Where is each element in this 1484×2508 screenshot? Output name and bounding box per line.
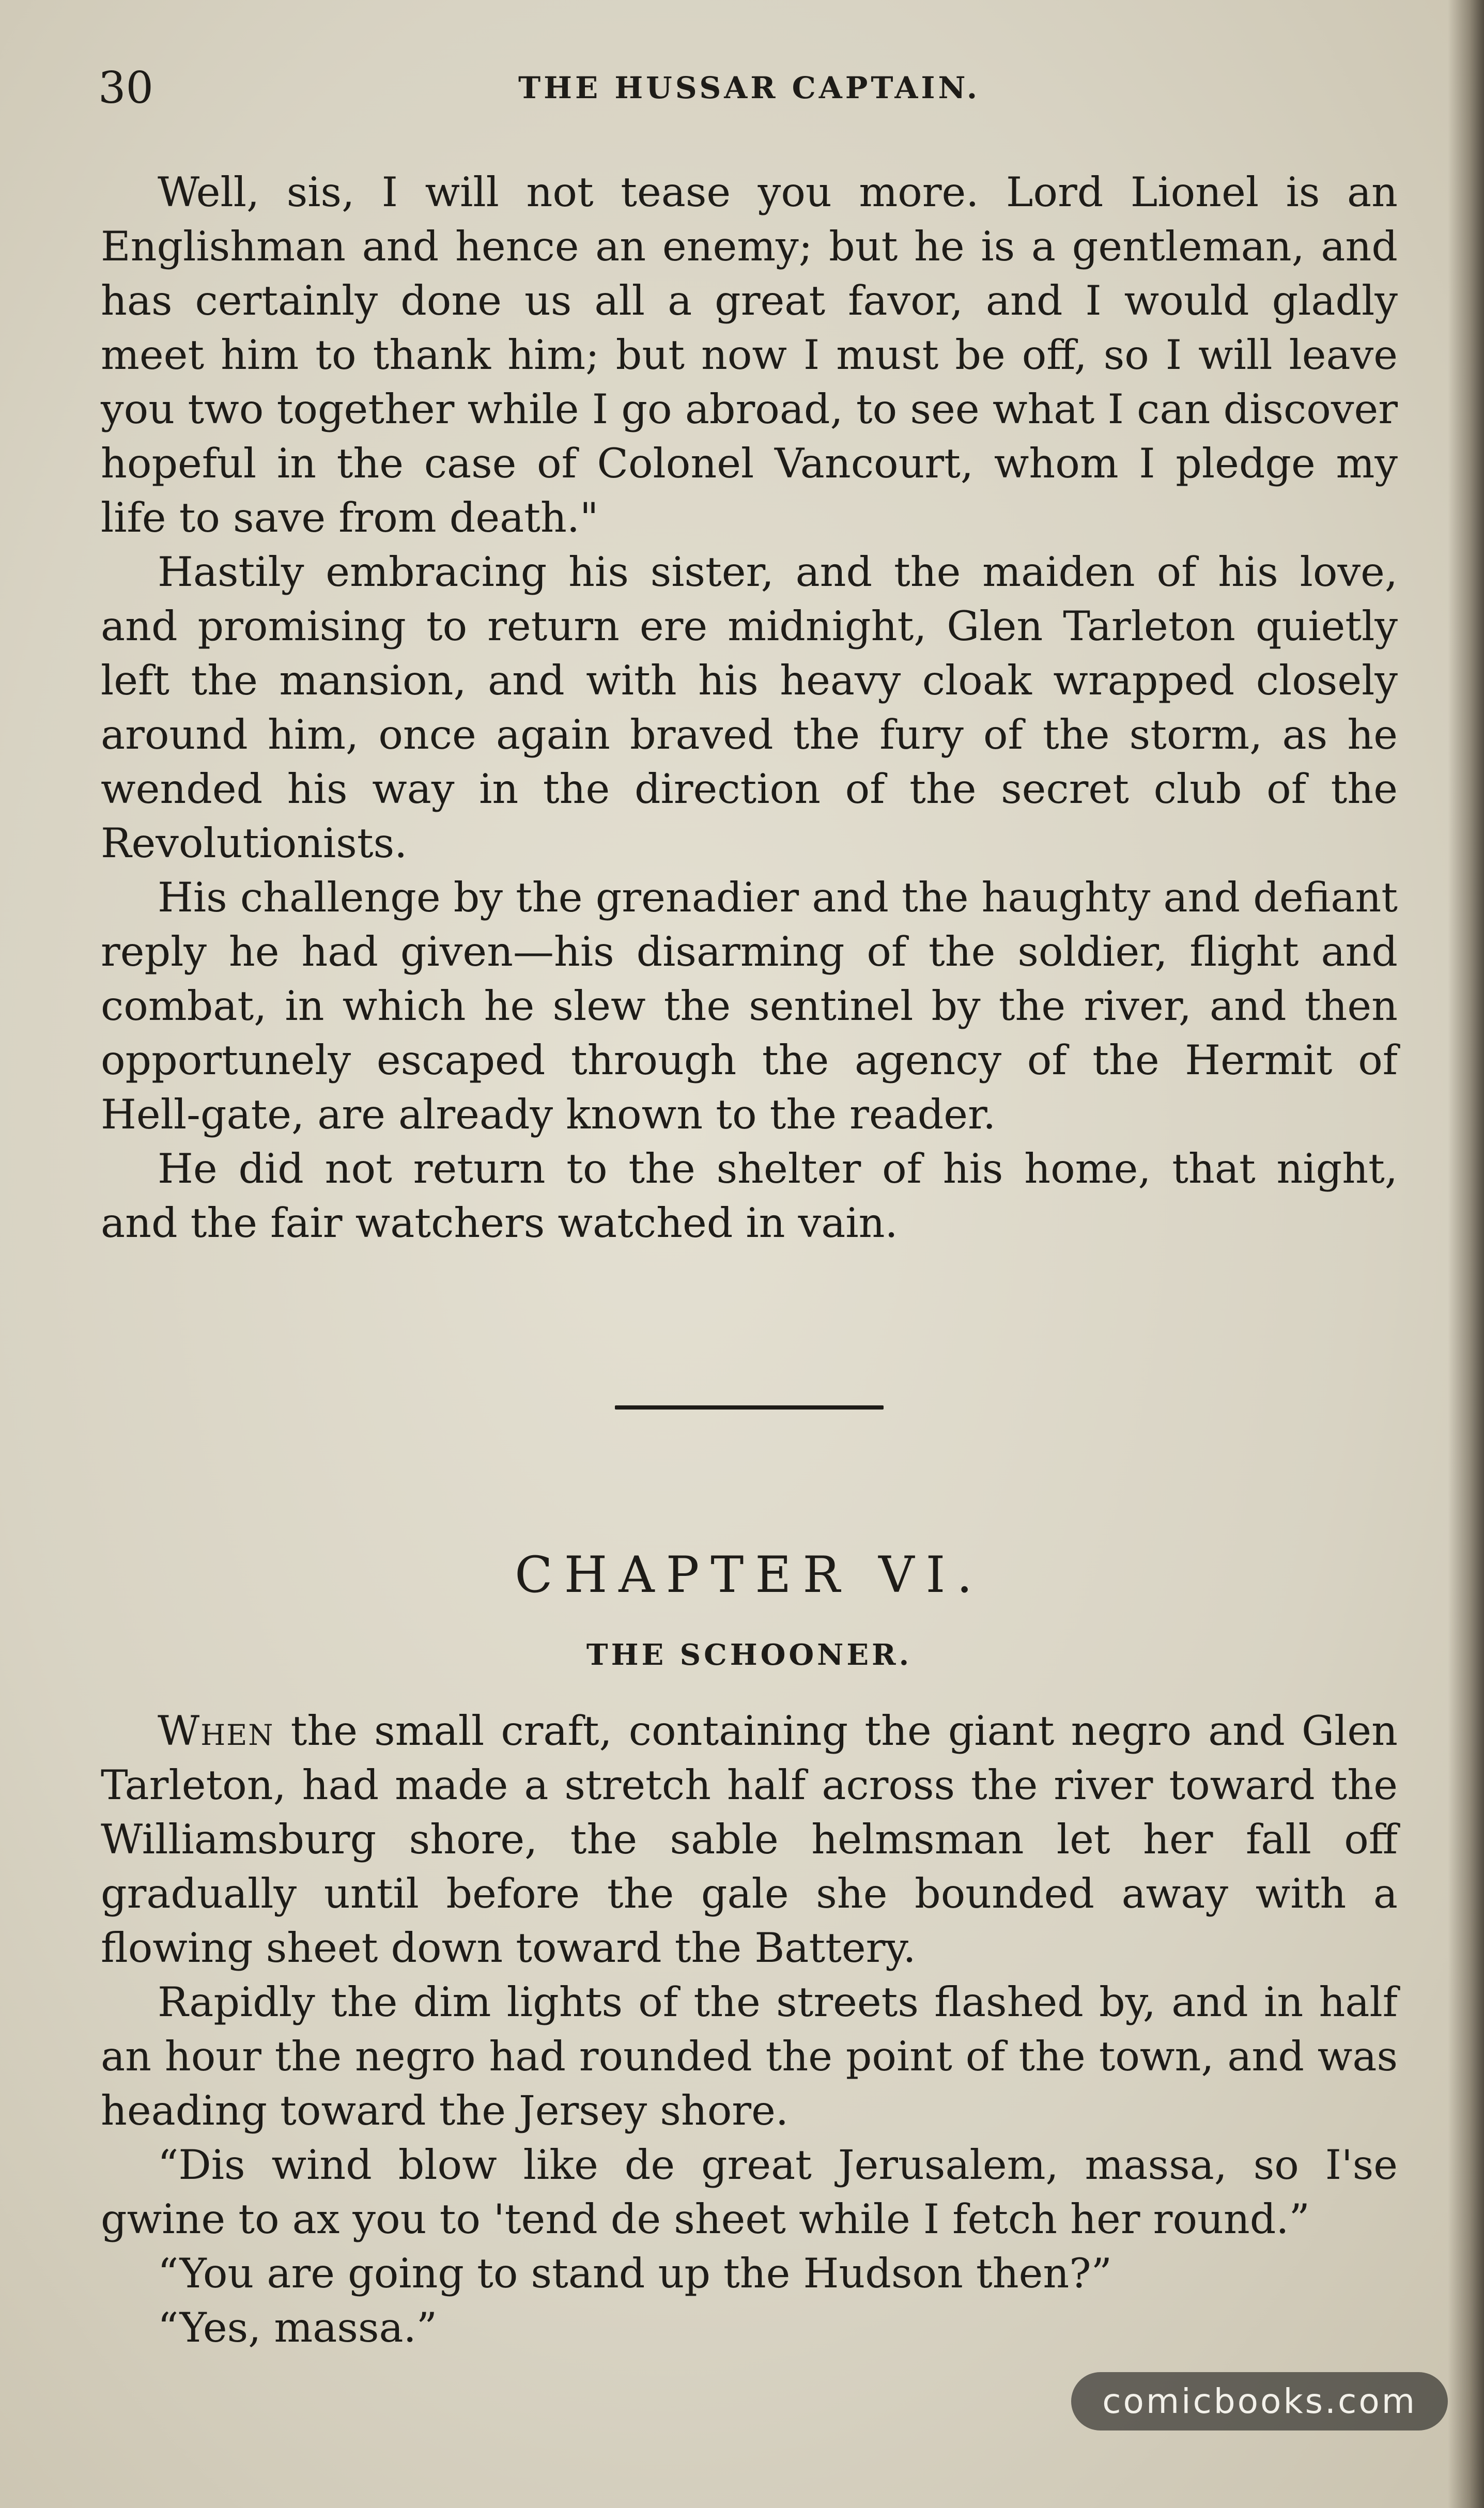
paragraph: Hastily embracing his sister, and the maiden of his love, and promising to return ere midnight, Glen Tarleton quietly left the mansion, and with his heavy cloak wrapped closely around him, once again braved the fury of the storm, as he wended his way in the direction of the secret club of the Revolutionists. <box>101 548 1398 867</box>
chapter-title: CHAPTER VI. <box>515 1546 984 1604</box>
chapter-subtitle: THE SCHOONER. <box>586 1638 913 1672</box>
running-head: THE HUSSAR CAPTAIN. <box>518 70 981 105</box>
site-watermark: comicbooks.com <box>1071 2372 1448 2430</box>
dialogue-paragraph: “You are going to stand up the Hudson then?” <box>158 2250 1112 2297</box>
section-divider <box>615 1405 884 1410</box>
chapter-first-paragraph-text: the small craft, containing the giant negro and Glen Tarleton, had made a stretch half across the river toward the Williamsburg shore, the sable helmsman let her fall off gradually until before the gale she bounded away with a flowing sheet down toward the Battery. <box>101 1707 1398 1972</box>
page-number: 30 <box>98 63 153 113</box>
paragraph: His challenge by the grenadier and the haughty and defiant reply he had given—his disarming of the soldier, flight and combat, in which he slew the sentinel by the river, and then opportunely escaped through the agency of the Hermit of Hell-gate, are already known to the reader. <box>101 874 1398 1138</box>
page-binding-edge <box>1448 0 1484 2508</box>
paragraph: Rapidly the dim lights of the streets flashed by, and in half an hour the negro had rounded the point of the town, and was heading toward the Jersey shore. <box>101 1978 1398 2134</box>
dialogue-paragraph: “Yes, massa.” <box>158 2304 438 2351</box>
page-body <box>101 165 1398 2355</box>
chapter-lead-word: When <box>158 1707 274 1755</box>
paragraph: Well, sis, I will not tease you more. Lord Lionel is an Englishman and hence an enemy; but he is a gentleman, and has certainly done us all a great favor, and I would gladly meet him to thank him; but now I must be off, so I will leave you two together while I go abroad, to see what I can discover hopeful in the case of Colonel Vancourt, whom I pledge my life to save from death." <box>101 168 1398 541</box>
dialogue-paragraph: “Dis wind blow like de great Jerusalem, massa, so I'se gwine to ax you to 'tend de sheet while I fetch her round.” <box>101 2141 1398 2243</box>
page-header <box>98 57 1400 119</box>
paragraph: He did not return to the shelter of his home, that night, and the fair watchers watched in vain. <box>101 1145 1398 1247</box>
chapter-first-paragraph <box>101 1704 1398 1975</box>
